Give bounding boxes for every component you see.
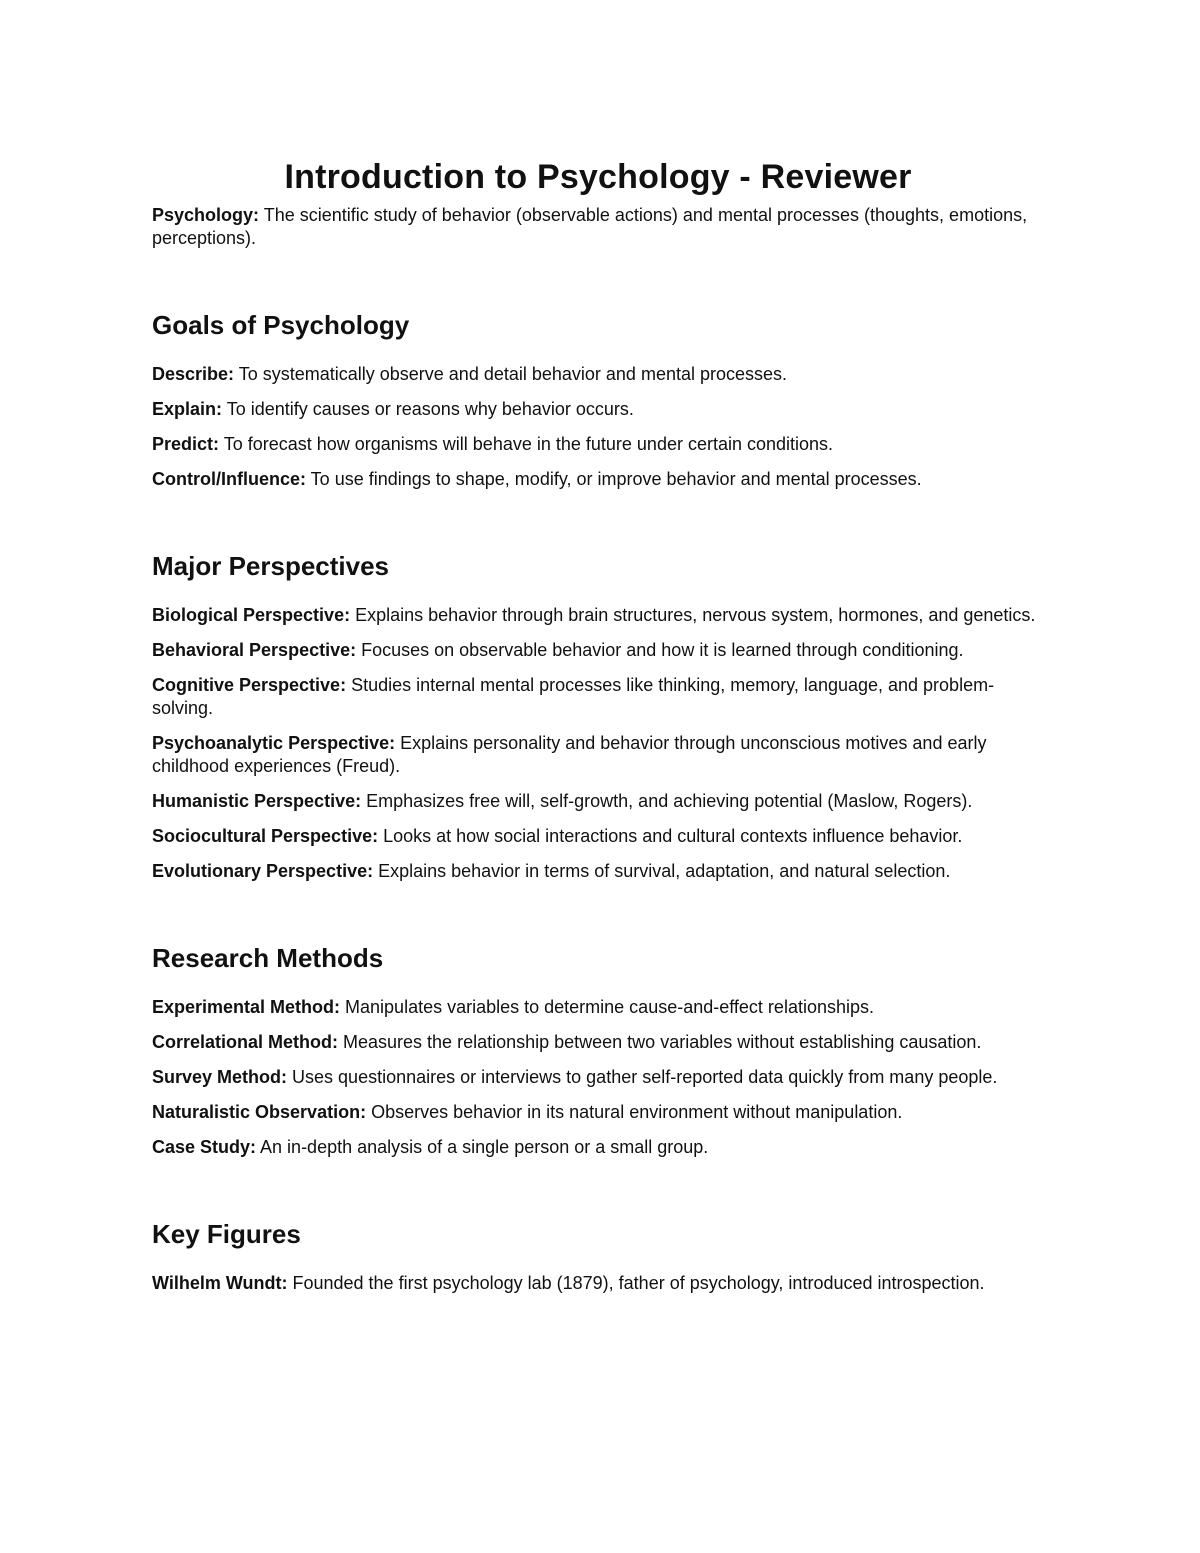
entry-predict: [152, 433, 1052, 456]
entry-text: Manipulates variables to determine cause-and-effect relationships.: [340, 997, 874, 1017]
section-goals-of-psychology: [152, 307, 1052, 491]
entry-text: Measures the relationship between two variables without establishing causation.: [338, 1032, 982, 1052]
entry-cognitive-perspective: [152, 674, 1052, 720]
entry-naturalistic-observation: [152, 1101, 1052, 1124]
entry-biological-perspective: [152, 604, 1052, 627]
entry-text: Looks at how social interactions and cultural contexts influence behavior.: [378, 826, 963, 846]
section-key-figures: [152, 1216, 1052, 1295]
entry-term: Describe:: [152, 364, 235, 384]
intro-term: Psychology:: [152, 205, 260, 225]
entry-text: To use findings to shape, modify, or improve behavior and mental processes.: [306, 469, 922, 489]
entry-text: Explains behavior through brain structures, nervous system, hormones, and genetics.: [350, 605, 1036, 625]
entry-text: Uses questionnaires or interviews to gather self-reported data quickly from many people.: [287, 1067, 998, 1087]
intro-definition: [152, 204, 1052, 250]
section-heading: Goals of Psychology: [152, 310, 410, 340]
entry-case-study: [152, 1136, 1052, 1159]
entry-behavioral-perspective: [152, 639, 1052, 662]
entry-text: To systematically observe and detail behavior and mental processes.: [234, 364, 788, 384]
entry-control-influence: [152, 468, 1052, 491]
entry-term: Experimental Method:: [152, 997, 341, 1017]
entry-evolutionary-perspective: [152, 860, 1052, 883]
section-major-perspectives: [152, 548, 1052, 883]
entry-survey-method: [152, 1066, 1052, 1089]
entry-text: An in-depth analysis of a single person or a small group.: [256, 1137, 709, 1157]
entry-text: Studies internal mental processes like thinking, memory, language, and problem-solving.: [152, 675, 995, 718]
entry-term: Correlational Method:: [152, 1032, 339, 1052]
entry-text: Observes behavior in its natural environment without manipulation.: [366, 1102, 903, 1122]
entry-experimental-method: [152, 996, 1052, 1019]
entry-term: Behavioral Perspective:: [152, 640, 357, 660]
entry-term: Explain:: [152, 399, 223, 419]
entry-term: Naturalistic Observation:: [152, 1102, 367, 1122]
entry-term: Biological Perspective:: [152, 605, 351, 625]
entry-term: Evolutionary Perspective:: [152, 861, 374, 881]
entry-term: Predict:: [152, 434, 220, 454]
entry-describe: [152, 363, 1052, 386]
entry-sociocultural-perspective: [152, 825, 1052, 848]
entry-text: To identify causes or reasons why behavior occurs.: [222, 399, 634, 419]
document-title: Introduction to Psychology - Reviewer: [284, 158, 912, 196]
entry-term: Case Study:: [152, 1137, 257, 1157]
entry-text: Emphasizes free will, self-growth, and achieving potential (Maslow, Rogers).: [361, 791, 973, 811]
section-research-methods: [152, 940, 1052, 1159]
entry-term: Control/Influence:: [152, 469, 306, 489]
entry-psychoanalytic-perspective: [152, 732, 1052, 778]
entry-term: Humanistic Perspective:: [152, 791, 362, 811]
entry-text: Explains personality and behavior through unconscious motives and early childhood experiences (Freud).: [152, 733, 987, 776]
entry-term: Sociocultural Perspective:: [152, 826, 379, 846]
entry-wilhelm-wundt: [152, 1272, 1052, 1295]
entry-text: To forecast how organisms will behave in the future under certain conditions.: [219, 434, 834, 454]
entry-explain: [152, 398, 1052, 421]
entry-term: Survey Method:: [152, 1067, 288, 1087]
intro-text: The scientific study of behavior (observable actions) and mental processes (thoughts, emotions, perceptions).: [152, 205, 1028, 248]
entry-text: Explains behavior in terms of survival, adaptation, and natural selection.: [373, 861, 951, 881]
entry-correlational-method: [152, 1031, 1052, 1054]
section-heading: Major Perspectives: [152, 551, 390, 581]
section-heading: Key Figures: [152, 1219, 301, 1249]
entry-text: Founded the first psychology lab (1879), father of psychology, introduced introspection.: [287, 1273, 985, 1293]
section-heading: Research Methods: [152, 943, 384, 973]
entry-term: Wilhelm Wundt:: [152, 1273, 288, 1293]
document-page: [152, 150, 1052, 1307]
entry-term: Psychoanalytic Perspective:: [152, 733, 396, 753]
entry-text: Focuses on observable behavior and how it is learned through conditioning.: [356, 640, 964, 660]
entry-term: Cognitive Perspective:: [152, 675, 347, 695]
entry-humanistic-perspective: [152, 790, 1052, 813]
